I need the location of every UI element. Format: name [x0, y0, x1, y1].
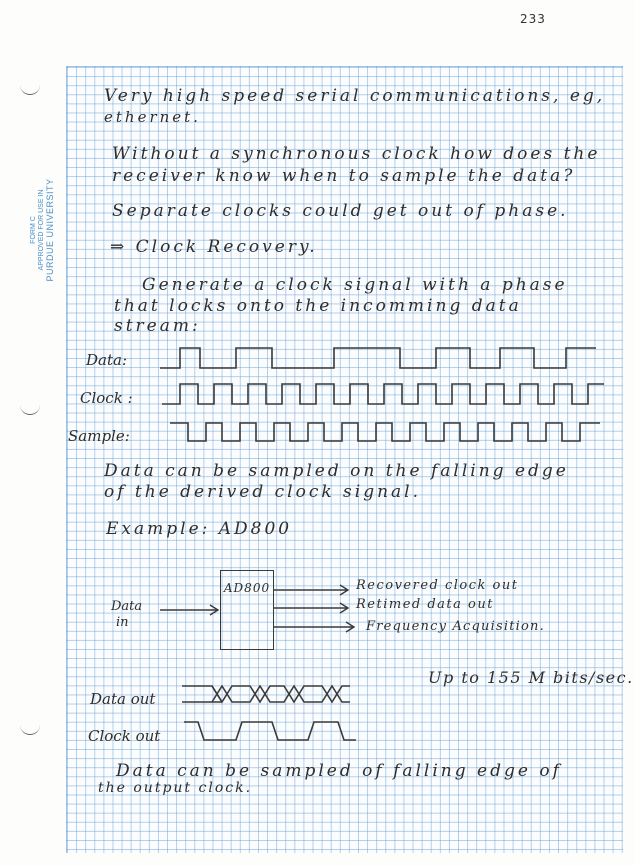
note-line-15: the output clock.: [98, 780, 253, 796]
clock-out-label: Clock out: [88, 727, 161, 745]
note-line-1: Very high speed serial communications, eg,: [104, 86, 606, 106]
note-line-13: Up to 155 M bits/sec.: [428, 668, 634, 687]
data-in-label-2: in: [116, 615, 129, 630]
note-line-9: stream:: [114, 316, 201, 336]
imprint-university: PURDUE UNIVERSITY: [45, 178, 55, 282]
output-retimed-data: Retimed data out: [356, 597, 494, 612]
sample-signal-label: Sample:: [68, 427, 130, 445]
note-line-5: Separate clocks could get out of phase.: [112, 201, 569, 221]
data-out-label: Data out: [90, 690, 156, 708]
clock-signal-label: Clock :: [80, 389, 133, 407]
note-line-4: receiver know when to sample the data?: [112, 166, 576, 186]
note-line-8: that locks onto the incomming data: [114, 296, 522, 316]
chip-label: AD800: [223, 581, 271, 595]
note-line-10: Data can be sampled on the falling edge: [104, 461, 569, 481]
note-line-11: of the derived clock signal.: [104, 482, 422, 502]
note-line-7: Generate a clock signal with a phase: [142, 275, 568, 295]
note-line-14: Data can be sampled of falling edge of: [116, 761, 562, 781]
note-line-12: Example: AD800: [106, 519, 293, 539]
data-signal-label: Data:: [86, 351, 127, 369]
imprint-form: FORM C: [30, 216, 37, 244]
output-recovered-clock: Recovered clock out: [356, 578, 519, 593]
note-line-3: Without a synchronous clock how does the: [112, 144, 601, 164]
note-line-2: ethernet.: [104, 108, 201, 126]
output-frequency-acquisition: Frequency Acquisition.: [366, 619, 545, 634]
data-in-label-1: Data: [111, 599, 143, 614]
imprint-approved: APPROVED FOR USE IN: [38, 189, 45, 271]
page-number: 233: [520, 12, 546, 26]
note-line-6: ⇒ Clock Recovery.: [110, 237, 318, 257]
